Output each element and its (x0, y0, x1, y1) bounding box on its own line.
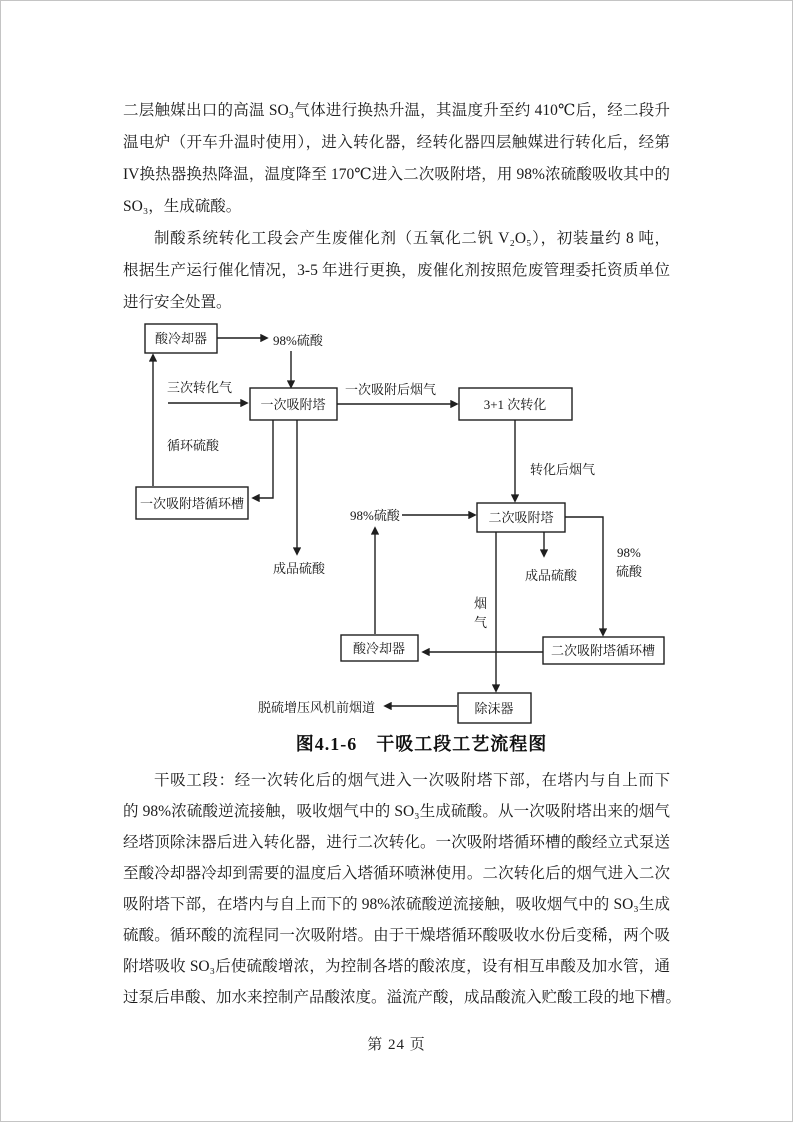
text-line: SO₃，生成硫酸。 (123, 198, 242, 215)
arrow-tower1-to-tank1 (258, 420, 273, 498)
text-line: 吸附塔下部，在塔内与自上而下的 98%浓硫酸逆流接触，吸收烟气中的 SO₃生成 (123, 896, 670, 913)
label-flue-gas-after-conversion: 转化后烟气 (530, 462, 596, 477)
text-line: 二层触媒出口的高温 SO₃气体进行换热升温，其温度升至约 410℃后，经二段升 (123, 102, 670, 119)
box-label: 二次吸附塔循环槽 (550, 643, 656, 658)
label-product-acid-left: 成品硫酸 (273, 561, 326, 576)
text-line: 的 98%浓硫酸逆流接触，吸收烟气中的 SO₃生成硫酸。从一次吸附塔出来的烟气 (123, 803, 670, 820)
box-first-absorption-tower (250, 388, 337, 420)
box-acid-cooler-2 (341, 635, 418, 661)
paragraph-dry-absorption (123, 765, 682, 1013)
text-line: IV换热器换热降温，温度降至 170℃进入二次吸附塔，用 98%浓硫酸吸收其中的 (123, 166, 670, 183)
box-demister (458, 693, 531, 723)
text-line: 至酸冷却器冷却到需要的温度后入塔循环喷淋使用。二次转化后的烟气进入二次 (123, 865, 670, 882)
text-line: 干吸工段：经一次转化后的烟气进入一次吸附塔下部，在塔内与自上而下 (154, 772, 670, 789)
text-line: 附塔吸收 SO₃后使硫酸增浓，为控制各塔的酸浓度，设有相互串酸及加水管，通 (123, 958, 670, 975)
figure-caption: 图4.1-6 干吸工段工艺流程图 (295, 734, 548, 754)
box-first-tower-circulation-tank (136, 487, 248, 519)
label-98-acid-right-line1: 98% (617, 545, 641, 560)
text-line: 进行安全处置。 (123, 294, 232, 311)
label-product-acid-right: 成品硫酸 (525, 568, 578, 583)
text-line: 过泵后串酸、加水来控制产品酸浓度。溢流产酸，成品酸流入贮酸工段的地下槽。 (123, 989, 682, 1006)
box-label: 除沫器 (474, 701, 514, 716)
box-3plus1-conversion (459, 388, 572, 420)
box-label: 酸冷却器 (154, 331, 208, 346)
text-line: 根据生产运行催化情况，3-5 年进行更换，废催化剂按照危废管理委托资质单位 (123, 262, 670, 279)
page-number: 第 24 页 (367, 1037, 426, 1053)
label-flue-gas-vertical-2: 气 (474, 615, 488, 630)
box-acid-cooler-1 (145, 324, 217, 353)
label-flue-gas-after-first-absorption: 一次吸附后烟气 (345, 382, 437, 397)
box-label: 一次吸附塔循环槽 (139, 496, 245, 511)
text-line: 硫酸。循环酸的流程同一次吸附塔。由于干燥塔循环酸吸收水份后变稀，两个吸 (123, 927, 670, 944)
box-second-absorption-tower (477, 503, 565, 532)
box-label: 二次吸附塔 (488, 510, 554, 525)
label-98-acid-right-line2: 硫酸 (616, 564, 643, 579)
box-second-tower-circulation-tank (543, 637, 664, 664)
text-line: 制酸系统转化工段会产生废催化剂（五氧化二钒 V₂O₅），初装量约 8 吨， (154, 230, 670, 247)
label-flue-gas-vertical-1: 烟 (474, 596, 488, 611)
label-98-acid-top: 98%硫酸 (273, 333, 323, 348)
label-98-acid-mid: 98%硫酸 (350, 508, 400, 523)
box-label: 3+1 次转化 (483, 397, 547, 412)
box-label: 酸冷却器 (352, 641, 406, 656)
label-duct-before-desulf-fan: 脱硫增压风机前烟道 (258, 700, 376, 715)
box-label: 一次吸附塔 (260, 397, 326, 412)
label-circulating-acid: 循环硫酸 (167, 438, 220, 453)
text-line: 温电炉（开车升温时使用），进入转化器，经转化器四层触媒进行转化后，经第 (123, 134, 670, 151)
label-tertiary-conversion-gas: 三次转化气 (167, 380, 233, 395)
text-line: 经塔顶除沫器后进入转化器，进行二次转化。一次吸附塔循环槽的酸经立式泵送 (123, 834, 670, 851)
